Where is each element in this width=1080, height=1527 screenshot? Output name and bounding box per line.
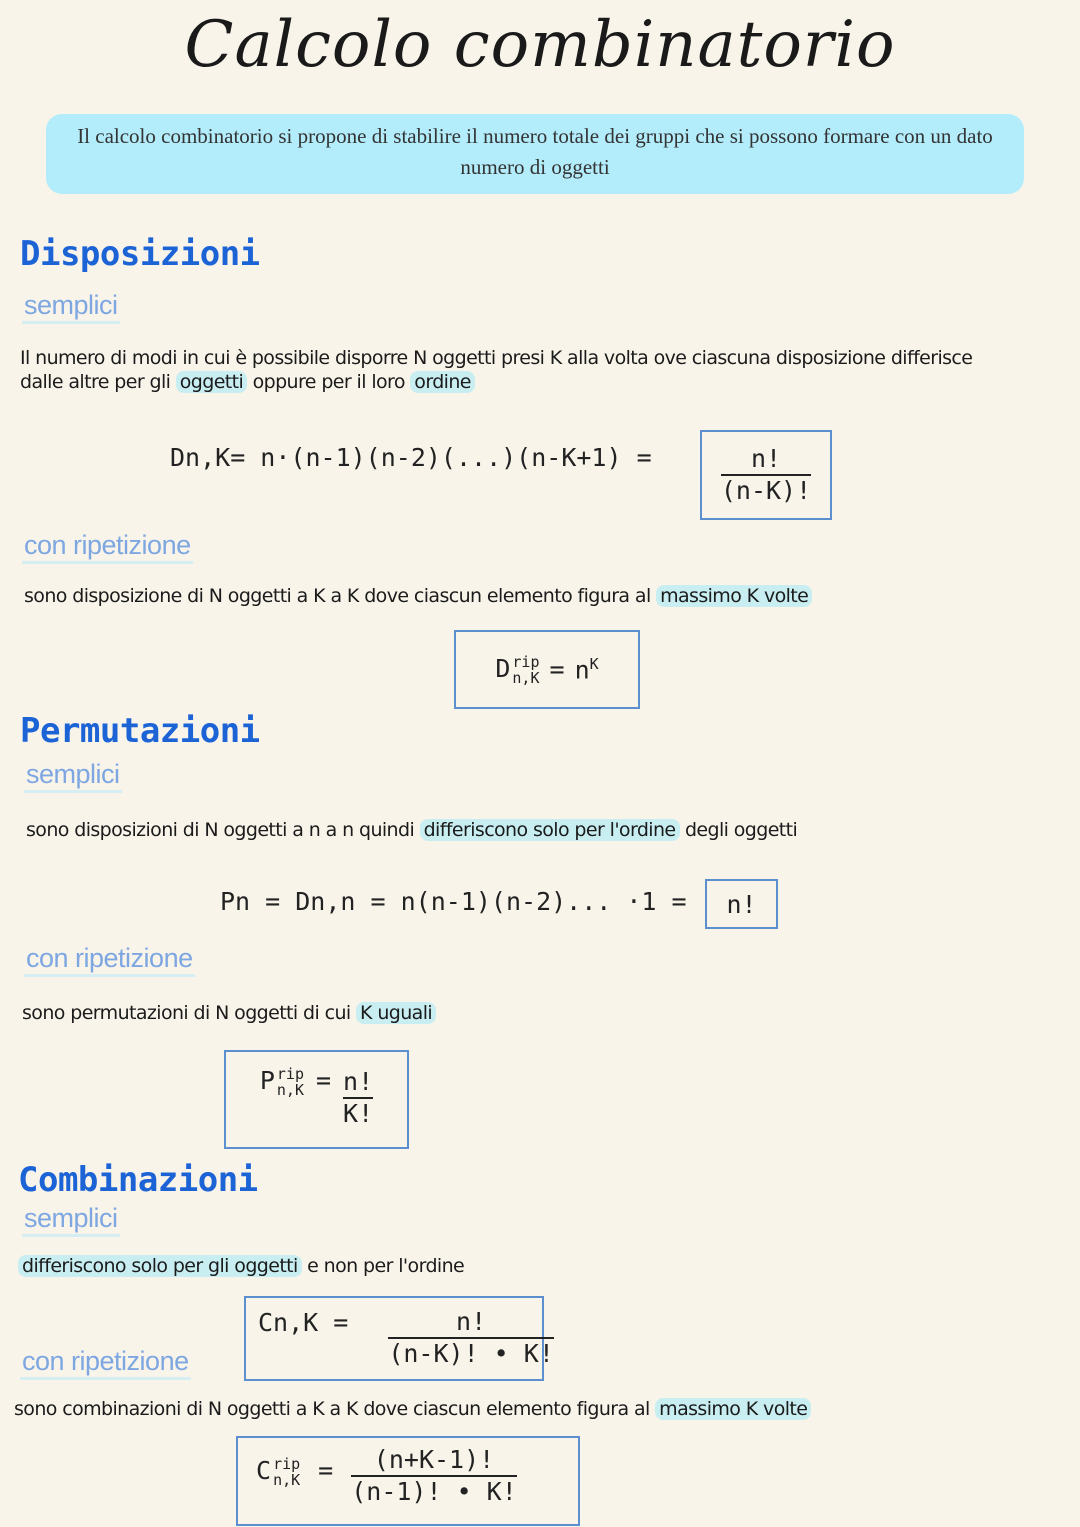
combinazioni-semplici-description: [18, 1254, 464, 1278]
subheading-disposizioni-ripetizione: con ripetizione: [22, 530, 193, 564]
highlight-massimo-k-volte: massimo K volte: [655, 1398, 811, 1420]
formula-superscript: rip: [276, 1065, 304, 1083]
fraction: [351, 1444, 517, 1506]
highlight-massimo-k-volte: massimo K volte: [656, 585, 812, 607]
formula-symbol: [260, 1062, 304, 1098]
subheading-combinazioni-ripetizione: con ripetizione: [20, 1346, 191, 1380]
formula-subscript: n,K: [273, 1471, 301, 1489]
formula-rhs-base: n: [574, 655, 590, 685]
desc-line-1: Il numero di modi in cui è possibile disporre N oggetti presi K alla volta ove ciascuna disposizione differisce: [20, 347, 973, 369]
formula-box-disposizioni-ripetizione: [454, 630, 640, 709]
intro-line-2: numero di oggetti: [460, 155, 610, 179]
formula-base: P: [259, 1066, 275, 1095]
formula-box-combinazioni-ripetizione: [236, 1436, 580, 1526]
formula-equals: =: [318, 1456, 334, 1485]
heading-disposizioni: Disposizioni: [20, 234, 260, 274]
formula-box-permutazioni-ripetizione: [224, 1050, 409, 1149]
subheading-permutazioni-ripetizione: con ripetizione: [24, 943, 195, 977]
fraction-denominator: (n-K)!: [720, 476, 812, 505]
highlight-oggetti: differiscono solo per gli oggetti: [18, 1255, 302, 1277]
desc-text: sono disposizione di N oggetti a K a K dove ciascun elemento figura al: [24, 585, 657, 607]
fraction: [721, 445, 811, 505]
fraction: [388, 1304, 554, 1368]
combinazioni-ripetizione-description: [14, 1397, 811, 1421]
formula-indices: [277, 1066, 304, 1098]
formula-rhs: [575, 655, 599, 684]
intro-box: [46, 114, 1024, 194]
formula-indices: [512, 654, 539, 686]
permutazioni-semplici-description: [26, 818, 797, 842]
desc-text: dalle altre per gli: [20, 371, 176, 393]
fraction-numerator: n!: [750, 444, 782, 473]
formula-symbol: [256, 1444, 300, 1488]
fraction-denominator: (n-1)! • K!: [351, 1477, 517, 1506]
subheading-disposizioni-semplici: semplici: [22, 290, 120, 324]
fraction: [343, 1062, 373, 1128]
result-box-disposizioni-semplici: [700, 430, 832, 520]
heading-permutazioni: Permutazioni: [20, 711, 260, 751]
desc-text: oppure per il loro: [247, 371, 411, 393]
fraction-numerator: (n+K-1)!: [373, 1445, 495, 1474]
desc-line-2: [20, 370, 972, 394]
subheading-permutazioni-semplici: semplici: [24, 759, 122, 793]
result-box-permutazioni-semplici: n!: [705, 879, 778, 929]
formula-subscript: n,K: [276, 1081, 304, 1099]
formula-superscript: rip: [273, 1455, 301, 1473]
formula-indices: [273, 1456, 300, 1488]
subheading-combinazioni-semplici: semplici: [22, 1203, 120, 1237]
formula-symbol: [495, 654, 539, 686]
formula-lhs: Cn,K =: [258, 1308, 349, 1337]
formula-equals: =: [315, 1066, 332, 1095]
fraction-numerator: n!: [343, 1067, 374, 1096]
heading-combinazioni: Combinazioni: [18, 1160, 258, 1200]
disposizioni-ripetizione-description: [24, 584, 812, 608]
fraction-denominator: K!: [343, 1099, 374, 1128]
desc-text: sono combinazioni di N oggetti a K a K dove ciascun elemento figura al: [14, 1398, 656, 1420]
highlight-ordine: ordine: [410, 371, 475, 393]
formula-disposizioni-semplici: Dn,K= n·(n-1)(n-2)(...)(n-K+1) =: [170, 443, 652, 472]
formula-base: C: [256, 1456, 272, 1485]
formula-equals: =: [549, 655, 565, 684]
permutazioni-ripetizione-description: [22, 1001, 436, 1025]
fraction-denominator: (n-K)! • K!: [388, 1339, 554, 1368]
formula-rhs-exponent: K: [589, 654, 599, 673]
fraction-numerator: n!: [456, 1307, 487, 1336]
formula-box-combinazioni-semplici: [244, 1296, 554, 1381]
highlight-k-uguali: K uguali: [356, 1002, 436, 1024]
desc-text: sono disposizioni di N oggetti a n a n quindi: [26, 819, 420, 841]
highlight-ordine: differiscono solo per l'ordine: [420, 819, 680, 841]
intro-line-1: Il calcolo combinatorio si propone di stabilire il numero totale dei gruppi che si possono formare con un dato: [77, 124, 993, 148]
page-title: Calcolo combinatorio: [184, 8, 896, 82]
highlight-oggetti: oggetti: [176, 371, 247, 393]
formula-subscript: n,K: [512, 668, 540, 687]
desc-text: degli oggetti: [679, 819, 798, 841]
disposizioni-semplici-description: [20, 346, 972, 394]
formula-superscript: rip: [512, 652, 540, 671]
formula-base: D: [495, 653, 511, 683]
desc-text: e non per l'ordine: [301, 1255, 465, 1277]
formula-permutazioni-semplici: Pn = Dn,n = n(n-1)(n-2)... ·1 =: [220, 887, 687, 916]
desc-text: sono permutazioni di N oggetti di cui: [22, 1002, 357, 1024]
